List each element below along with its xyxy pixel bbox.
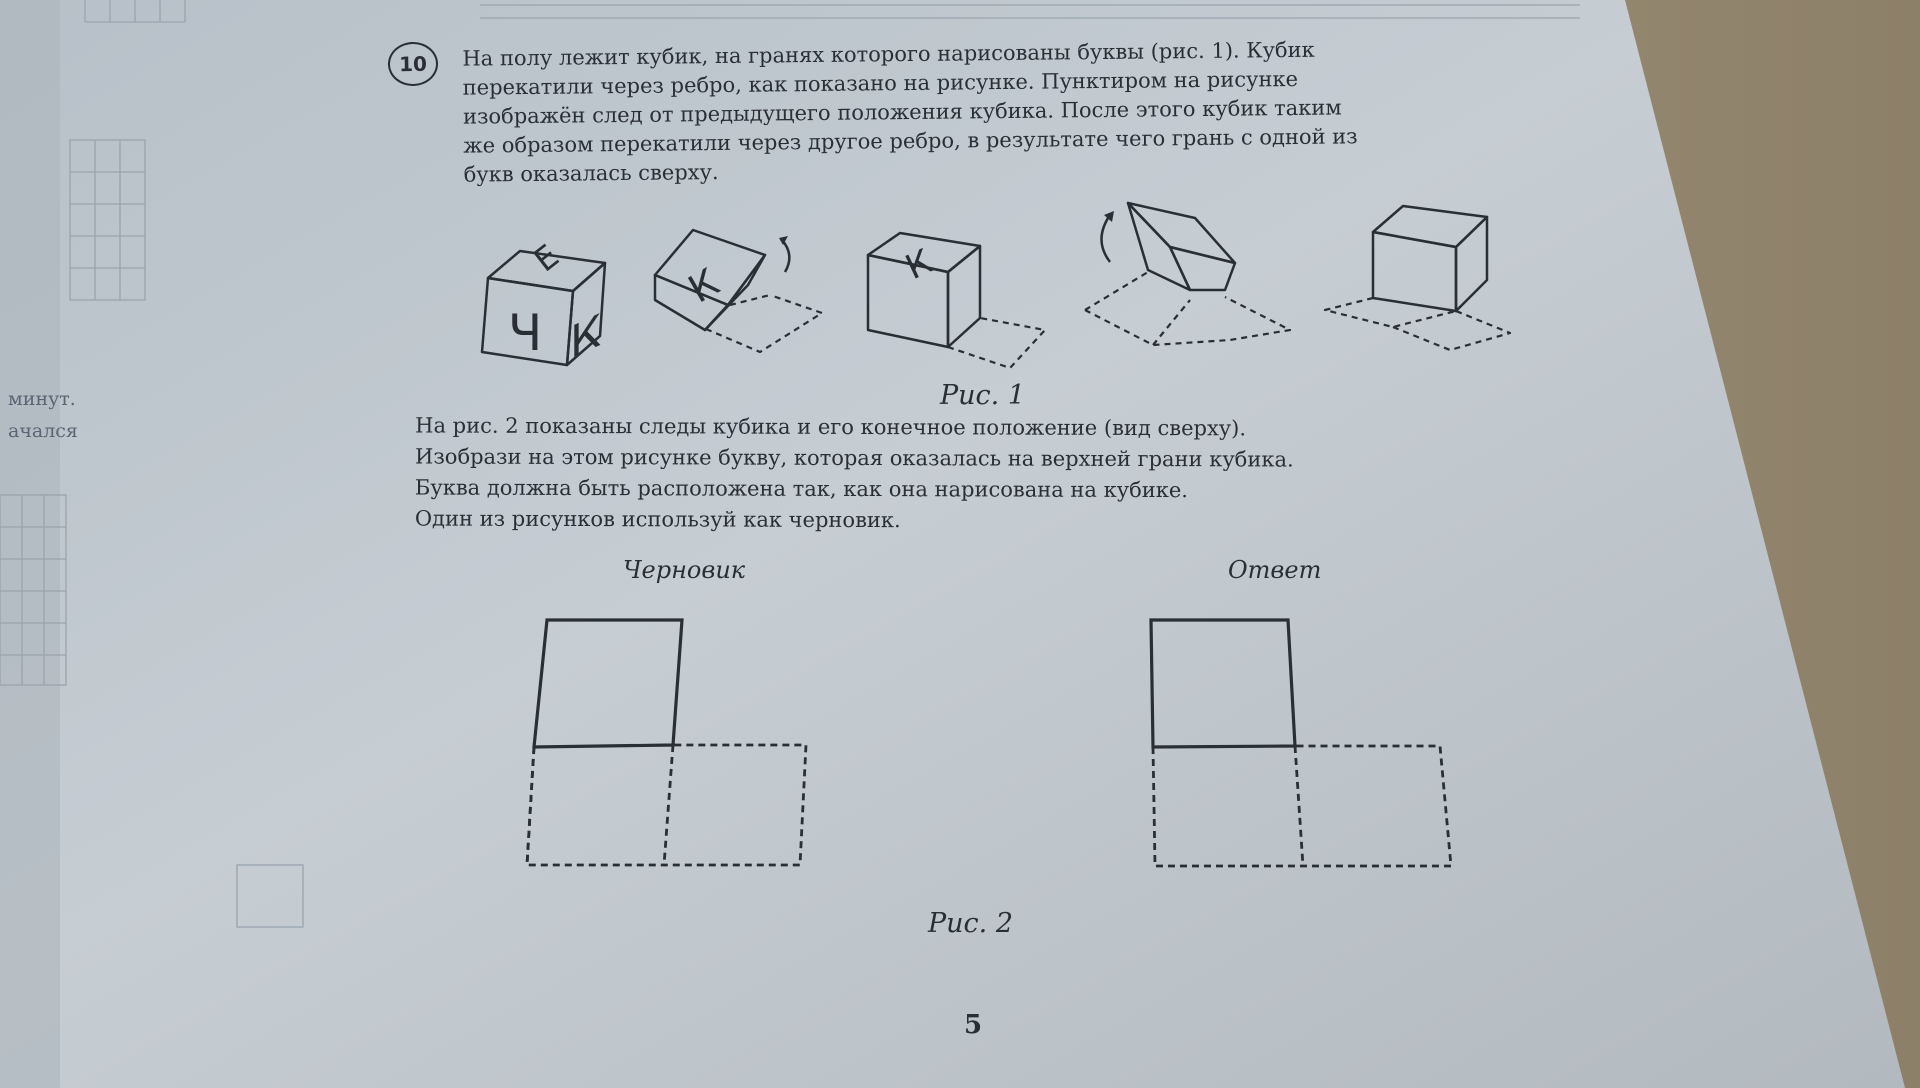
paragraph1-line: изображён след от предыдущего положения кубика. После этого кубик таким bbox=[462, 95, 1342, 129]
paragraph2-line: Один из рисунков используй как черновик. bbox=[414, 506, 901, 533]
paragraph1-line: же образом перекатили через другое ребро, в результате чего грань с одной из bbox=[463, 124, 1358, 158]
cube2-letter: К bbox=[681, 259, 727, 312]
paragraph1-line: букв оказалась сверху. bbox=[463, 160, 719, 187]
paragraph1-line: На полу лежит кубик, на гранях которого нарисованы буквы (рис. 1). Кубик bbox=[462, 37, 1315, 71]
answer-cube-square bbox=[1151, 620, 1295, 747]
paragraph2-line: Буква должна быть расположена так, как она нарисована на кубике. bbox=[414, 475, 1189, 503]
task-number: 10 bbox=[398, 51, 428, 77]
draft-label: Черновик bbox=[623, 556, 746, 584]
figure-2-caption: Рис. 2 bbox=[928, 908, 1014, 939]
draft-diagram[interactable] bbox=[527, 620, 806, 865]
answer-label: Ответ bbox=[1228, 556, 1322, 584]
figure-1-caption: Рис. 1 bbox=[940, 380, 1026, 411]
margin-note: минут. bbox=[8, 388, 76, 410]
cube-letter-right: К bbox=[570, 303, 602, 370]
answer-diagram[interactable] bbox=[1151, 620, 1451, 866]
draft-cube-square bbox=[534, 620, 682, 747]
cube-letter-front: Ч bbox=[508, 304, 543, 362]
margin-note: ачался bbox=[8, 420, 78, 442]
paragraph2-line: Изобрази на этом рисунке букву, которая оказалась на верхней грани кубика. bbox=[415, 444, 1294, 472]
paragraph1-line: перекатили через ребро, как показано на рисунке. Пунктиром на рисунке bbox=[462, 66, 1299, 100]
paragraph2-line: На рис. 2 показаны следы кубика и его конечное положение (вид сверху). bbox=[415, 413, 1247, 441]
cube3-letter: К bbox=[899, 241, 939, 289]
page-number: 5 bbox=[964, 1010, 983, 1040]
cube-letter-top: Е bbox=[526, 236, 566, 280]
